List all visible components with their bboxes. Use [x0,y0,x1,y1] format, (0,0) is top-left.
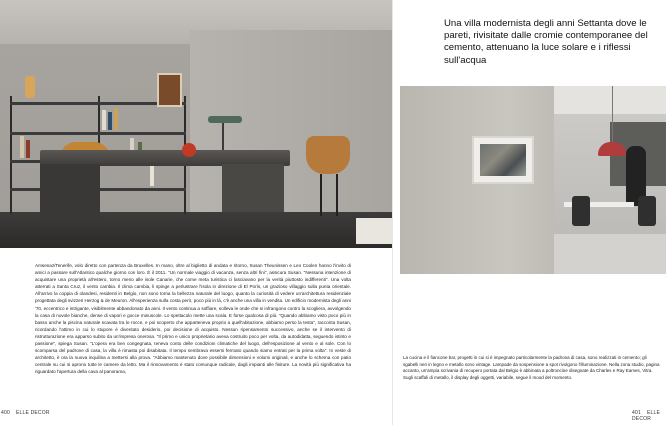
desk-side-unit [222,164,284,212]
pendant-wire [612,86,613,144]
red-object [182,143,196,157]
folio-left [1,410,50,416]
photo-study-room [0,0,392,248]
page-gutter [392,0,393,425]
chair-leg [320,174,322,216]
bar-stool [572,196,590,226]
headline: Una villa modernista degli anni Settanta dove le pareti, rivisitate dalle cromie contemporanee del cemento, attenuano la luce solare e i riflessi sull'acqua [444,18,648,66]
page-number: 401 [632,410,641,416]
framed-artwork [472,136,534,184]
vase [25,76,35,98]
page-number: 400 [1,410,10,416]
wall-picture-frame [157,73,182,107]
kitchen-ceiling [554,86,666,114]
desk-drawer-unit [40,164,100,220]
folio-right [632,410,666,422]
desk-lamp-arm [222,122,224,150]
artwork-image [480,144,526,176]
photo-kitchen [400,86,666,274]
white-sofa [356,218,392,244]
pendant-lamp [598,142,626,156]
bar-stool [638,196,656,226]
chair-leg [336,174,338,216]
photo-caption: La cucina e il fiancone bar, progetti in cui si è impegnato particolarmente la padrona di casa, sono realizzati in cemento; gli sgabelli neri in legno e metallo sono vintage. Lampade da sospensione a spot rivolgono l'illuminazione. Nella zona studio, pagina accanto, un'ampia scrivania di recupero portata dal Belgio è abbinata a poltroncine disegnate da Charles e Ray Eames, Vitra. Sugli scaffali di metallo, il display degli oggetti, variabile, segue il mood del momento. [403,355,660,380]
magazine-name: ELLE DECOR [15,410,50,416]
eames-chair-right [306,136,350,174]
kitchen-floor [554,234,666,274]
desk-lamp [208,116,242,123]
article-body: Amsenaz/Tenerife, volo diretto con partenza da Bruxelles. In mano, oltre al biglietto di andata e ritorno, Susan Theunissen e Leo Coolen hanno l'invito di amici a passare sull'Atlantico qualche giorno con loro. È il 2011. "Un normale viaggio di vacanza, senza altri fini", assicura Susan. "Nessuna intenzione di acquistare una proprietà all'estero, torno meno alle isole Canarie, che come meta turistica ci lasciavano per la verità piuttosto indifferenti". Una volta atterrati a Santa Cruz, il vento cambia. Il clima cambia, li spinge a perlustrare l'isola in direzione di El Porís, un grazioso villaggio sulla punta orientale. All'arrivo la coppia di olandesi, residenti in Belgio, non sono torna la bellezza naturale del luogo, quanto la curiosità di vedere un'architettura residenziale progettata degli svizzeri Herzog & de Meuron. All'esperienza sulla costa però, poco più in là, c'è anche una villa in vendita. Un edificio modernista degli anni '70, eccentrico e intrigante, visibilmente abbandonato da anni. Il vento continua a soffiare, solleva le onde che si infrangono contro la scogliera, avvolgendo la casa di nuvole bianche, dense di vapori e gocce minuscole. Lo spettacolo mette una scala. E forse qualcosa di più. "Quando abbiamo visto poco più in basso anche la piscina naturale scavata tra le rocce, e poi scoperto che apparteneva proprio a quell'abitazione, abbiamo perso la testa", racconta Susan, ricordando l'attimo in cui lo stupore è diventato desiderio, poi decisione di acquisto. Nessun ripensamento successivo, anche se il intervento di ristrutturazione era apparso subito da un'impresa onerosa. "Il primo e unico proprietario aveva costruito poco per volta, da autodidatta, seguendo istinto e passione", spiega Susan. "L'opera era ben congegnata, teneva conto delle condizioni climatiche del luogo, dell'esposizione al vento e al sole. Con lo scomparsa del padrone di casa, la villa è rimasta poi disabitata. Il tempo sembrava essersi fermato quando siamo entrati per la prima volta". In veste di architetto, è ora la nuova inquilina a mettersi alla prova. "Abbiamo mantenuto dove possibile dimensioni e volumi originali, e anche lo schema con patio centrale su cui si aprono tutte le camere da letto. Ma il rinnovamento è stato comunque radicale, dagli impianti alle finiture. La novità più significativa ha riguardato l'apertura della cava al panorama, [35,263,351,375]
magazine-name: ELLE DECOR [632,410,660,422]
